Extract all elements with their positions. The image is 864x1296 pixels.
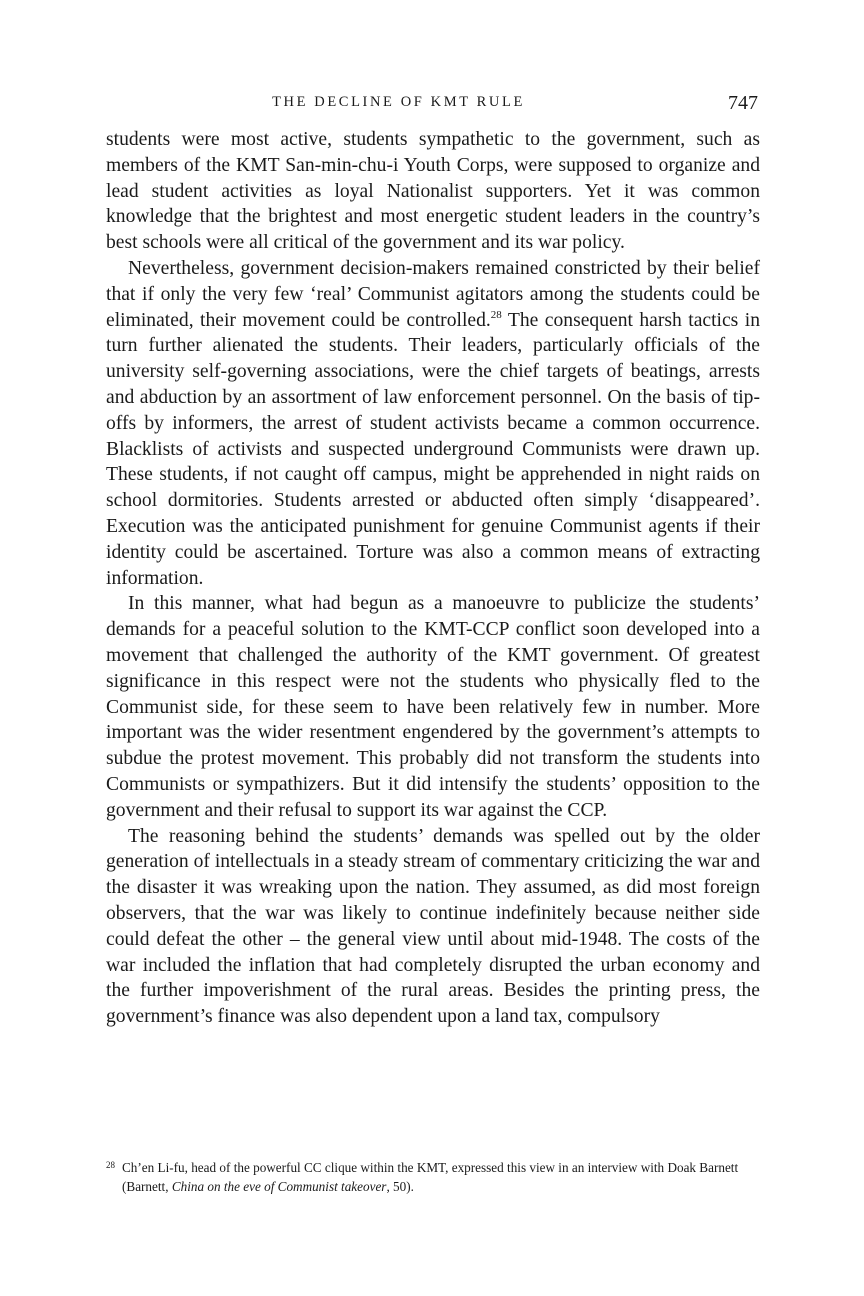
body-text (106, 127, 760, 1030)
page-number: 747 (728, 92, 758, 114)
paragraph-2 (106, 256, 760, 591)
paragraph-3: In this manner, what had begun as a manoeuvre to publicize the students’ demands for a peaceful solution to the KMT-CCP conflict soon developed into a movement that challenged the authority of the KMT government. Of greatest significance in this respect were not the students who physically fled to the Communist side, for these seem to have been relatively few in number. More important was the wider resentment engendered by the government’s attempts to subdue the protest movement. This probably did not transform the students into Communists or sympathizers. But it did intensify the students’ opposition to the government and their refusal to support its war against the CCP. (106, 593, 760, 821)
running-title: THE DECLINE OF KMT RULE (272, 94, 525, 110)
footnote-text-b: , 50). (386, 1178, 414, 1194)
paragraph-4: The reasoning behind the students’ demands was spelled out by the older generation of intellectuals in a steady stream of commentary criticizing the war and the disaster it was wreaking upon the nation. They assumed, as did most foreign observers, that the war was likely to continue indefinitely because neither side could defeat the other – the general view until about mid-1948. The costs of the war included the inflation that had completely disrupted the urban economy and the further impoverishment of the rural areas. Besides the printing press, the government’s finance was also dependent upon a land tax, compulsory (106, 825, 760, 1028)
footnote-reference-28: 28 (490, 308, 502, 321)
footnote-line (106, 1156, 760, 1196)
footnote-book-title: China on the eve of Communist takeover (171, 1178, 387, 1194)
paragraph-2-text-b: The consequent harsh tactics in turn further alienated the students. Their leaders, particularly officials of the university self-governing associations, were the chief targets of beatings, arrests and abduction by an assortment of law enforcement personnel. On the basis of tip-offs by informers, the arrest of student activists became a common occurrence. Blacklists of activists and suspected underground Communists were drawn up. These students, if not caught off campus, might be apprehended in night raids on school dormitories. Students arrested or abducted often simply ‘disappeared’. Execution was the anticipated punishment for genuine Communist agents if their identity could be ascertained. Torture was also a common means of extracting information. (106, 309, 760, 589)
running-head (106, 92, 760, 116)
footnote-text-a: Ch’en Li-fu, head of the powerful CC clique within the KMT, expressed this view in an interview with Doak Barnett (Barnett, (122, 1160, 739, 1194)
paragraph-1: students were most active, students sympathetic to the government, such as members of the KMT San-min-chu-i Youth Corps, were supposed to organize and lead student activities as loyal Nationalist supporters. Yet it was common knowledge that the brightest and most energetic student leaders in the country’s best schools were all critical of the government and its war policy. (106, 129, 760, 254)
paragraph-2-text-a: Nevertheless, government decision-makers remained constricted by their belief that if only the very few ‘real’ Communist agitators among the students could be eliminated, their movement could be controlled. (106, 257, 760, 331)
footnote-mark: 28 (106, 1160, 115, 1170)
footnote-28 (106, 1156, 760, 1196)
